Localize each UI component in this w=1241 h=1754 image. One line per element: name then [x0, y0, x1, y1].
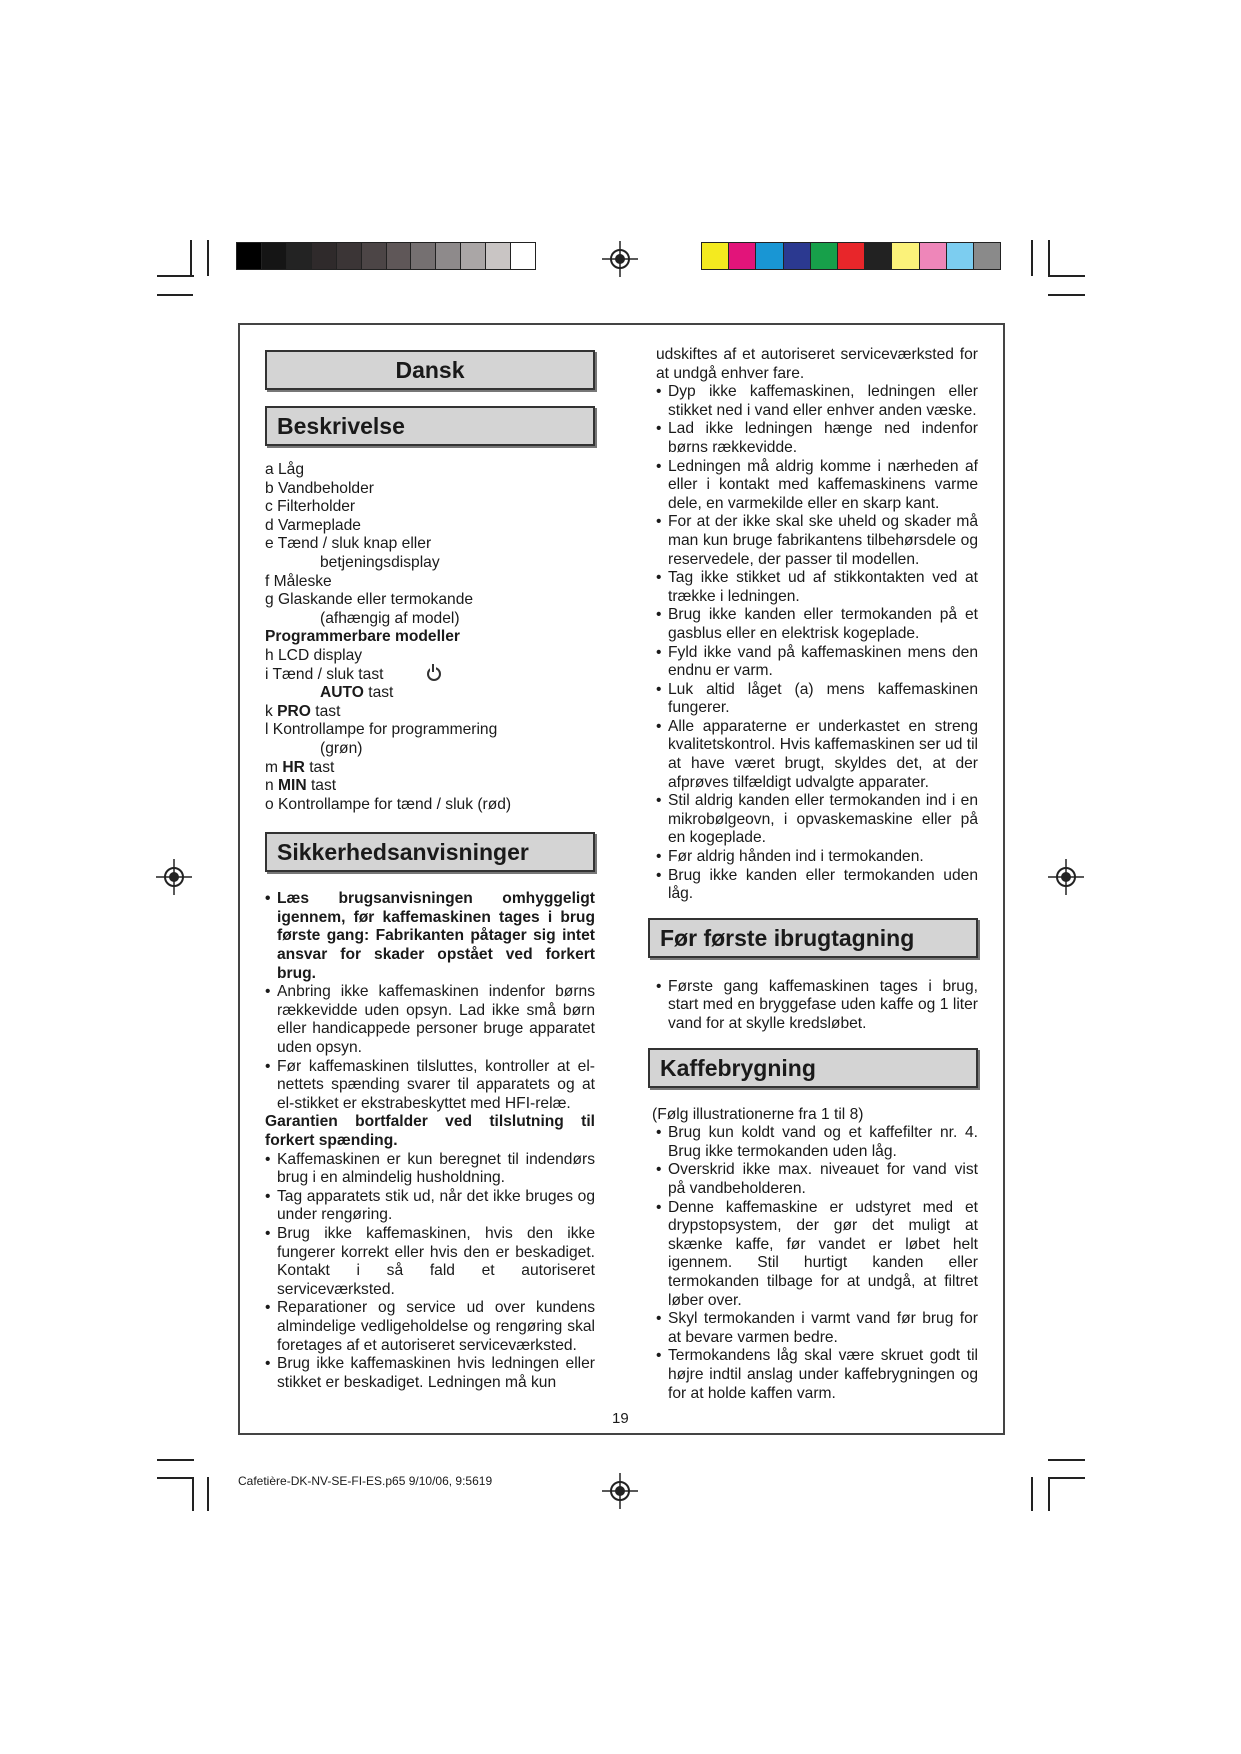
crop-mark — [1048, 1477, 1050, 1511]
hr-key-label: HR — [282, 758, 305, 776]
list-item: b Vandbeholder — [265, 479, 374, 497]
list-item: d Varmeplade — [265, 516, 361, 534]
list-item-key: k — [265, 702, 278, 720]
crop-mark — [207, 1477, 209, 1511]
safety-warning: Garantien bortfalder ved tilslutning til forkert spænding. — [265, 1113, 595, 1149]
crop-mark — [157, 294, 193, 296]
safety-item: • Tag ikke stikket ud af stikkontakten ved at trække i ledningen. — [656, 569, 978, 606]
first-use-item: • Første gang kaffemaskinen tages i brug, start med en bryggefase uden kaffe og 1 liter vand for at skylle kredsløbet. — [656, 978, 978, 1034]
list-item: h LCD display — [265, 646, 363, 664]
description-list — [265, 461, 595, 628]
crop-mark — [1048, 240, 1050, 276]
safety-item: • Brug ikke kaffemaskinen, hvis den ikke fungerer korrekt eller hvis den er beskadiget. Kontakt i så fald et autoriseret serviceværksted. — [265, 1225, 595, 1299]
auto-key-label: AUTO — [320, 684, 364, 702]
list-item-key: n — [265, 777, 279, 795]
list-item: c Filterholder — [265, 498, 356, 516]
safety-item: • Fyld ikke vand på kaffemaskinen mens den endnu er varm. — [656, 644, 978, 681]
registration-mark-icon — [600, 239, 640, 279]
list-item — [265, 684, 595, 703]
color-swatch — [702, 243, 728, 269]
color-swatch — [286, 243, 311, 269]
safety-item: • Stil aldrig kanden eller termokanden ind i en mikrobølgeovn, i opvaskemaskine eller på en kogeplade. — [656, 792, 978, 848]
crop-mark — [157, 1459, 194, 1461]
safety-item-continued: udskiftes af et autoriseret serviceværksted for at undgå enhver fare. — [656, 346, 978, 382]
page-number: 19 — [612, 1410, 629, 1427]
list-item: e Tænd / sluk knap eller — [265, 535, 432, 553]
list-item-key: m — [265, 758, 283, 776]
safety-header: Sikkerhedsanvisninger — [265, 832, 595, 872]
brewing-header: Kaffebrygning — [648, 1048, 978, 1088]
crop-mark — [157, 275, 194, 277]
registration-mark-icon — [600, 1471, 640, 1511]
safety-item: • Dyp ikke kaffemaskinen, ledningen eller stikket ned i vand eller enhver anden væske. — [656, 383, 978, 420]
file-footer: Cafetière-DK-NV-SE-FI-ES.p65 9/10/06, 9:5619 — [238, 1474, 493, 1488]
brewing-intro: (Følg illustrationerne fra 1 til 8) — [652, 1105, 864, 1123]
safety-item: • Brug ikke kanden eller termokanden uden låg. — [656, 867, 978, 904]
color-swatch — [783, 243, 810, 269]
crop-mark — [190, 240, 192, 276]
safety-item: • Tag apparatets stik ud, når det ikke bruges og under rengøring. — [265, 1188, 595, 1225]
safety-item: • Før kaffemaskinen tilsluttes, kontroller at el-nettets spænding svarer til apparatets og at el-stikket er ekstrabeskyttet med HFI-relæ. — [265, 1058, 595, 1114]
color-swatch — [336, 243, 361, 269]
crop-mark — [192, 1477, 194, 1511]
color-swatch — [728, 243, 755, 269]
list-item: l Kontrollampe for programmering — [265, 721, 498, 739]
registration-mark-icon — [1046, 857, 1086, 897]
crop-mark — [1031, 1477, 1033, 1511]
list-item-text: tast — [306, 777, 337, 795]
crop-mark — [1048, 294, 1085, 296]
color-swatch — [485, 243, 510, 269]
safety-item: • Kaffemaskinen er kun beregnet til indendørs brug i en almindelig husholdning. — [265, 1151, 595, 1188]
list-item: a Låg — [265, 461, 305, 478]
list-item-text: tast — [304, 758, 335, 776]
crop-mark — [157, 1477, 194, 1479]
brewing-item: • Denne kaffemaskine er udstyret med et drypstopsystem, der gør det muligt at skænke kaffe, før vandet er løbet helt igennem. Stil hurtigt kanden eller termokanden tilbage for at undgå, at filtret løber over. — [656, 1199, 978, 1311]
crop-mark — [1048, 1459, 1085, 1461]
color-swatch — [410, 243, 435, 269]
list-item-text: tast — [310, 702, 341, 720]
color-swatch — [237, 243, 261, 269]
color-bar — [701, 242, 1001, 270]
grayscale-bar — [236, 242, 536, 270]
left-column — [265, 350, 595, 1392]
color-swatch — [837, 243, 864, 269]
list-item-text: tast — [363, 684, 394, 702]
color-swatch — [261, 243, 286, 269]
color-swatch — [864, 243, 891, 269]
safety-item: • Reparationer og service ud over kundens almindelige vedligeholdelse og rengøring skal foretages af et autoriseret serviceværksted. — [265, 1299, 595, 1355]
registration-mark-icon — [154, 857, 194, 897]
list-item — [265, 703, 595, 722]
list-item: o Kontrollampe for tænd / sluk (rød) — [265, 795, 512, 813]
color-swatch — [435, 243, 460, 269]
list-item: betjeningsdisplay — [320, 553, 440, 571]
list-item-text: i Tænd / sluk tast — [265, 665, 384, 683]
color-swatch — [919, 243, 946, 269]
min-key-label: MIN — [278, 777, 307, 795]
list-item: f Måleske — [265, 572, 332, 590]
list-item: (grøn) — [320, 739, 363, 757]
color-swatch — [386, 243, 411, 269]
first-use-header: Før første ibrugtagning — [648, 918, 978, 958]
right-column — [652, 346, 978, 1403]
crop-mark — [1048, 275, 1085, 277]
safety-item: • Brug ikke kaffemaskinen hvis ledningen eller stikket er beskadiget. Ledningen må kun — [265, 1355, 595, 1392]
color-swatch — [891, 243, 918, 269]
list-item — [265, 777, 595, 796]
safety-item: • Anbring ikke kaffemaskinen indenfor børns rækkevidde uden opsyn. Lad ikke små børn eller handicappede personer bruge apparatet uden opsyn. — [265, 983, 595, 1057]
brewing-item: • Overskrid ikke max. niveauet for vand vist på vandbeholderen. — [656, 1161, 978, 1198]
color-swatch — [460, 243, 485, 269]
color-swatch — [311, 243, 336, 269]
safety-item: • Lad ikke ledningen hænge ned indenfor børns rækkevidde. — [656, 420, 978, 457]
color-swatch — [810, 243, 837, 269]
description-header: Beskrivelse — [265, 406, 595, 446]
brewing-item: • Termokandens låg skal være skruet godt til højre indtil anslag under kaffebrygningen og for at holde kaffen varm. — [656, 1347, 978, 1403]
safety-item: • For at der ikke skal ske uheld og skader må man kun bruge fabrikantens tilbehørsdele og reservedele, der passer til modellen. — [656, 513, 978, 569]
safety-item: • Læs brugsanvisningen omhyggeligt igennem, før kaffemaskinen tages i brug første gang: Fabrikanten påtager sig intet ansvar for skader opstået ved forkert brug. — [265, 890, 595, 983]
crop-mark — [1048, 1477, 1085, 1479]
crop-mark — [1031, 240, 1033, 276]
list-item: (afhængig af model) — [320, 609, 460, 627]
safety-item: • Alle apparaterne er underkastet en streng kvalitetskontrol. Hvis kaffemaskinen ser ud til at have været brugt, skyldes det, at der afprøves tilfældigt udvalgte apparater. — [656, 718, 978, 792]
crop-mark — [207, 240, 209, 276]
brewing-item: • Brug kun koldt vand og et kaffefilter nr. 4. Brug ikke termokanden uden låg. — [656, 1124, 978, 1161]
color-swatch — [510, 243, 535, 269]
list-item: g Glaskande eller termokande — [265, 591, 474, 609]
safety-item: • Før aldrig hånden ind i termokanden. — [656, 848, 978, 867]
power-icon — [427, 667, 441, 681]
list-item — [265, 666, 595, 685]
safety-item: • Brug ikke kanden eller termokanden på et gasblus eller en elektrisk kogeplade. — [656, 606, 978, 643]
list-item — [265, 759, 595, 778]
safety-item: • Luk altid låget (a) mens kaffemaskinen fungerer. — [656, 681, 978, 718]
color-swatch — [361, 243, 386, 269]
color-swatch — [755, 243, 782, 269]
safety-item: • Ledningen må aldrig komme i nærheden af eller i kontakt med kaffemaskinens varme dele, en varmekilde eller en skarp kant. — [656, 458, 978, 514]
language-title: Dansk — [265, 350, 595, 390]
color-swatch — [946, 243, 973, 269]
color-swatch — [973, 243, 1000, 269]
programmable-header: Programmerbare modeller — [265, 628, 460, 646]
brewing-item: • Skyl termokanden i varmt vand før brug for at bevare varmen bedre. — [656, 1310, 978, 1347]
pro-key-label: PRO — [277, 702, 311, 720]
